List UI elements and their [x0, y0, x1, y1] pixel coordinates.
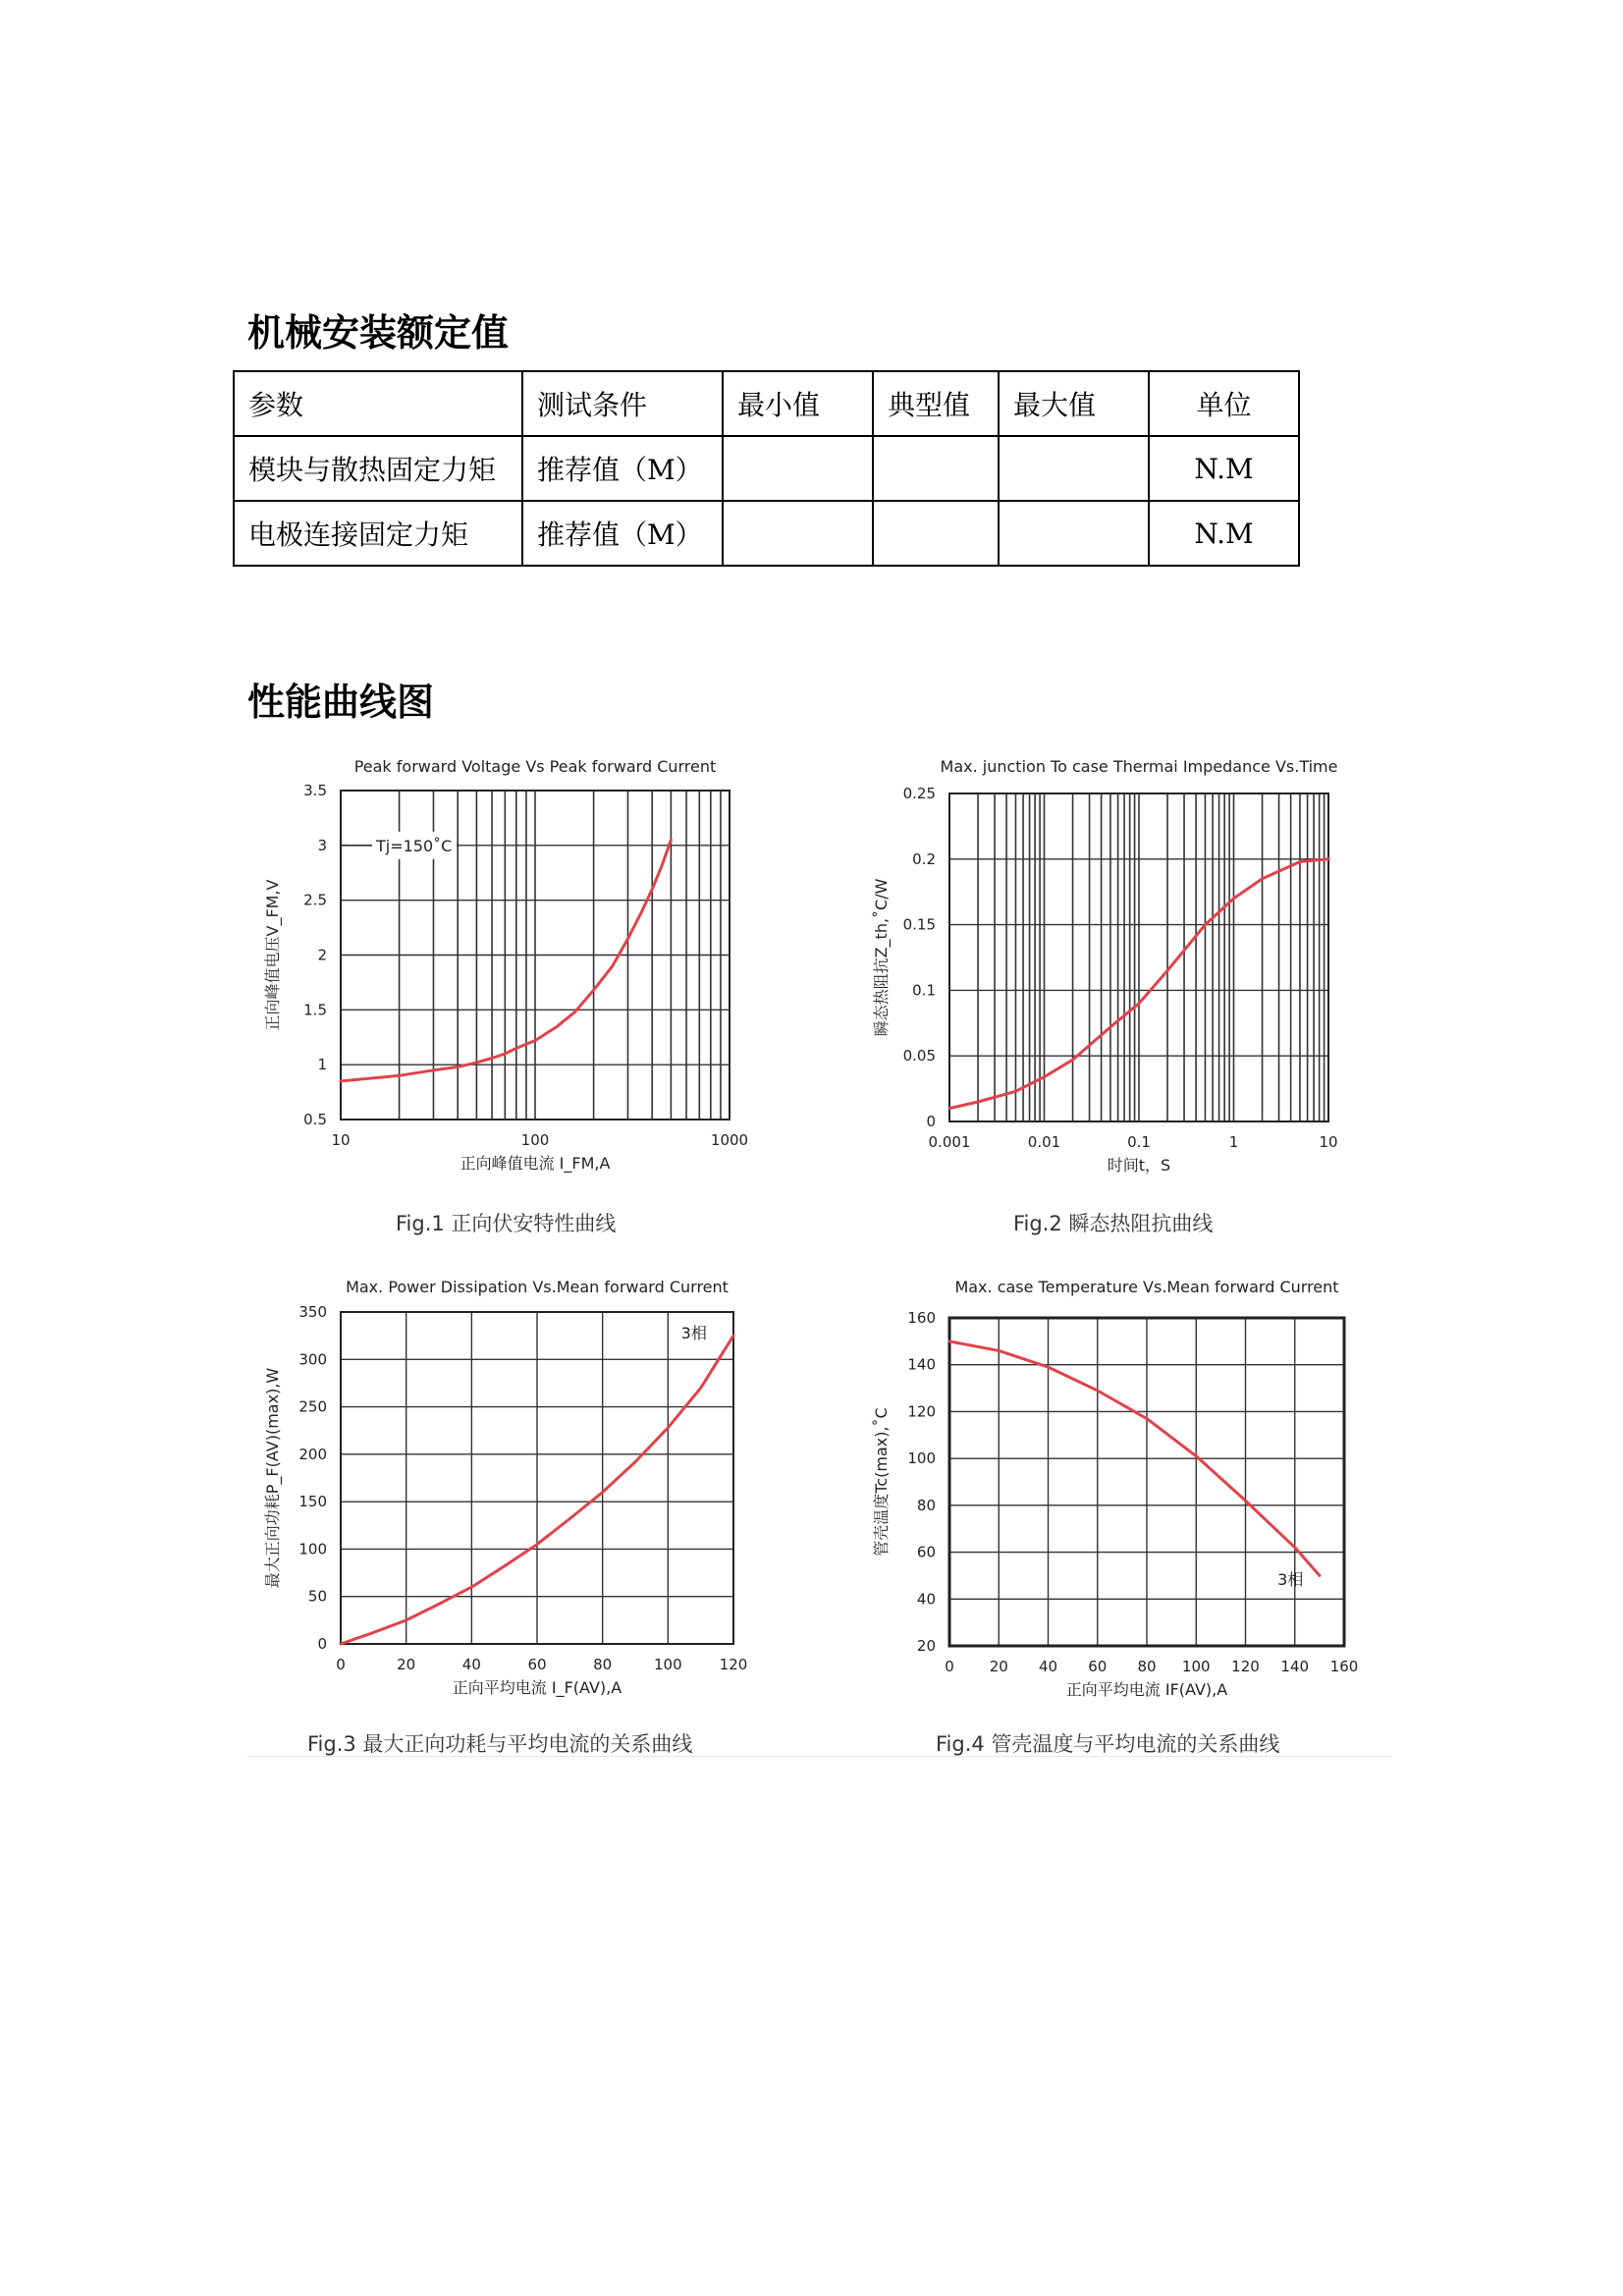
y-tick-label: 2.5 — [303, 891, 327, 909]
y-tick-label: 0 — [317, 1635, 327, 1653]
y-tick-label: 100 — [298, 1540, 327, 1558]
table-cell: 推荐值（M） — [522, 436, 723, 501]
y-tick-label: 300 — [298, 1350, 327, 1369]
x-tick-label: 0 — [945, 1658, 954, 1675]
section-title-curves: 性能曲线图 — [247, 680, 435, 724]
x-tick-label: 0 — [336, 1656, 346, 1673]
x-tick-label: 60 — [527, 1656, 547, 1673]
x-tick-label: 120 — [719, 1656, 748, 1673]
header-cell: 典型值 — [873, 371, 999, 436]
y-axis-label: 瞬态热阻抗Z_th,˚C/W — [872, 878, 891, 1037]
x-tick-label: 10 — [1319, 1133, 1338, 1151]
x-tick-label: 100 — [1181, 1658, 1211, 1675]
y-tick-label: 50 — [307, 1587, 327, 1606]
table-cell — [873, 436, 999, 501]
y-axis-label: 正向峰值电压V_FM,V — [263, 879, 282, 1031]
table-header-row — [234, 371, 1299, 436]
y-axis-label: 管壳温度Tc(max),˚C — [872, 1407, 891, 1557]
x-tick-label: 0.01 — [1027, 1133, 1061, 1151]
header-cell: 单位 — [1149, 371, 1299, 436]
y-tick-label: 0.15 — [902, 915, 936, 934]
table-cell — [723, 436, 873, 501]
table-cell: 推荐值（M） — [522, 501, 723, 566]
chart-fig2-caption: Fig.2 瞬态热阻抗曲线 — [1013, 1212, 1214, 1235]
x-tick-label: 0.001 — [928, 1133, 971, 1151]
x-axis-label: 正向峰值电流 I_FM,A — [460, 1154, 611, 1173]
y-tick-label: 120 — [907, 1402, 936, 1421]
y-tick-label: 0 — [926, 1113, 936, 1130]
y-tick-label: 140 — [907, 1355, 936, 1374]
x-tick-label: 100 — [520, 1131, 550, 1149]
y-tick-label: 0.1 — [912, 981, 936, 1000]
chart-fig2-svg — [859, 746, 1389, 1188]
chart-title: Max. Power Dissipation Vs.Mean forward Current — [346, 1278, 729, 1296]
chart-fig1 — [250, 746, 781, 1188]
chart-title: Max. case Temperature Vs.Mean forward Current — [954, 1278, 1339, 1296]
table-row — [234, 436, 1299, 501]
mechanical-ratings-table — [233, 370, 1300, 567]
y-tick-label: 100 — [907, 1449, 936, 1468]
table-cell: N.M — [1149, 501, 1299, 566]
chart-title: Peak forward Voltage Vs Peak forward Current — [353, 757, 717, 776]
chart-title: Max. junction To case Thermai Impedance Vs.Time — [940, 757, 1338, 776]
y-tick-label: 2 — [317, 946, 327, 964]
y-tick-label: 200 — [298, 1445, 327, 1463]
y-tick-label: 3.5 — [303, 782, 327, 799]
data-series-line — [341, 840, 671, 1081]
y-tick-label: 3 — [317, 836, 327, 854]
x-tick-label: 100 — [654, 1656, 682, 1673]
x-tick-label: 40 — [1038, 1658, 1058, 1675]
series-label: 3相 — [1277, 1569, 1304, 1589]
bottom-divider — [247, 1756, 1391, 1757]
header-cell: 参数 — [234, 371, 522, 436]
y-tick-label: 1 — [317, 1056, 327, 1074]
chart-fig3-caption: Fig.3 最大正向功耗与平均电流的关系曲线 — [307, 1732, 693, 1756]
x-tick-label: 20 — [397, 1656, 416, 1673]
chart-fig4 — [859, 1267, 1389, 1709]
header-cell: 最小值 — [723, 371, 873, 436]
chart-fig4-caption: Fig.4 管壳温度与平均电流的关系曲线 — [936, 1732, 1280, 1756]
x-tick-label: 0.1 — [1127, 1133, 1151, 1151]
x-axis-label: 时间t，S — [1107, 1156, 1171, 1175]
section-title-mechanical: 机械安装额定值 — [247, 310, 510, 355]
table-cell — [723, 501, 873, 566]
y-tick-label: 0.05 — [902, 1047, 936, 1066]
header-cell: 最大值 — [999, 371, 1149, 436]
chart-fig2 — [859, 746, 1389, 1188]
y-tick-label: 0.5 — [303, 1111, 327, 1128]
chart-fig1-svg — [250, 746, 781, 1188]
x-tick-label: 140 — [1280, 1658, 1310, 1675]
x-tick-label: 10 — [331, 1131, 351, 1149]
y-tick-label: 60 — [916, 1543, 936, 1561]
table-cell — [999, 501, 1149, 566]
y-tick-label: 150 — [298, 1493, 327, 1511]
series-label: 3相 — [680, 1324, 707, 1343]
y-tick-label: 20 — [916, 1637, 936, 1655]
x-tick-label: 60 — [1088, 1658, 1108, 1675]
chart-fig3 — [250, 1267, 781, 1709]
x-tick-label: 40 — [461, 1656, 481, 1673]
y-tick-label: 250 — [298, 1397, 327, 1416]
y-tick-label: 350 — [298, 1303, 327, 1321]
y-tick-label: 1.5 — [303, 1001, 327, 1019]
x-tick-label: 160 — [1329, 1658, 1359, 1675]
x-axis-label: 正向平均电流 IF(AV),A — [1065, 1680, 1228, 1699]
chart-fig1-caption: Fig.1 正向伏安特性曲线 — [396, 1212, 617, 1235]
x-axis-label: 正向平均电流 I_F(AV),A — [452, 1678, 622, 1697]
table-cell: 电极连接固定力矩 — [234, 501, 522, 566]
table-cell: 模块与散热固定力矩 — [234, 436, 522, 501]
table-row — [234, 501, 1299, 566]
y-tick-label: 0.25 — [902, 785, 936, 802]
y-tick-label: 0.2 — [912, 849, 936, 868]
x-tick-label: 120 — [1231, 1658, 1260, 1675]
header-cell: 测试条件 — [522, 371, 723, 436]
x-tick-label: 80 — [593, 1656, 613, 1673]
x-tick-label: 80 — [1137, 1658, 1157, 1675]
x-tick-label: 1000 — [710, 1131, 749, 1149]
x-tick-label: 1 — [1228, 1133, 1239, 1151]
table-cell — [999, 436, 1149, 501]
table-cell: N.M — [1149, 436, 1299, 501]
chart-fig4-svg — [859, 1267, 1389, 1709]
table-cell — [873, 501, 999, 566]
y-tick-label: 80 — [916, 1496, 936, 1514]
y-axis-label: 最大正向功耗P_F(AV)(max),W — [263, 1367, 282, 1589]
x-tick-label: 20 — [989, 1658, 1008, 1675]
y-tick-label: 40 — [916, 1590, 936, 1609]
annotation-label: Tj=150˚C — [376, 836, 453, 855]
y-tick-label: 160 — [907, 1309, 936, 1327]
chart-fig3-svg — [250, 1267, 781, 1709]
